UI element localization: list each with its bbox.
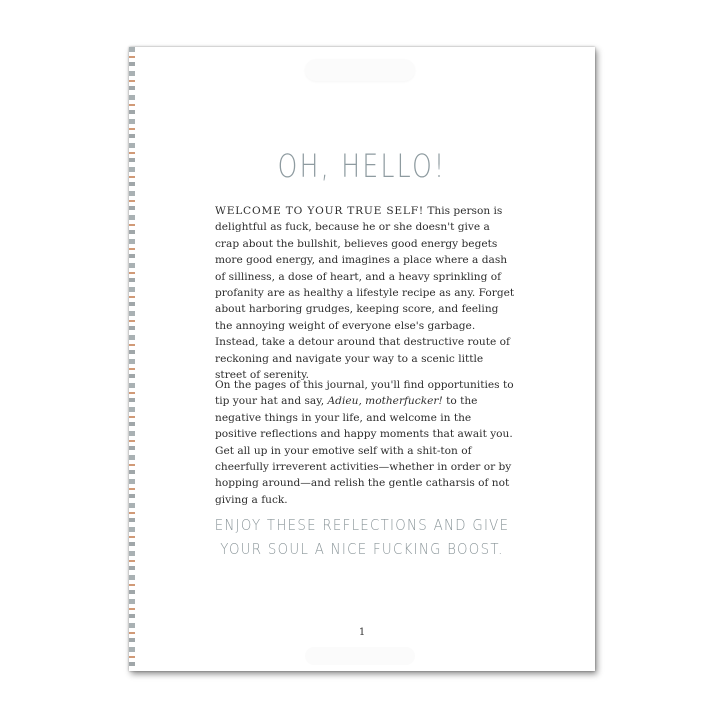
page-number: 1 — [358, 627, 366, 638]
intro-paragraph — [215, 203, 515, 383]
journal-page — [129, 47, 595, 671]
closing-callout — [162, 513, 563, 561]
page-title: OH, HELLO! — [277, 147, 447, 185]
journal-text-before: On the pages of this journal, you'll find opportunities to tip your hat and say, — [215, 379, 514, 408]
closing-line-2: YOUR SOUL A NICE FUCKING BOOST. — [220, 540, 504, 558]
closing-line-1: ENJOY THESE REFLECTIONS AND GIVE — [214, 516, 510, 534]
journal-text-after: to the negative things in your life, and welcome in the positive reflections and happy moments that await you. Get all up in your emotive self with a shit-ton of cheerfully irreverent activities—whether in order or by hopping around—and relish the gentle catharsis of not giving a fuck. — [215, 395, 513, 506]
intro-text: This person is delightful as fuck, because he or she doesn't give a crap about the bullshit, believes good energy begets more good energy, and imagines a place where a dash of silliness, a dose of heart, and a heavy sprinkling of profanity are as healthy a lifestyle recipe as any. Forget about harboring grudges, keeping score, and feeling the annoying weight of everyone else's garbage. Instead, take a detour around that destructive route of reckoning and navigate your way to a scenic little street of serenity. — [215, 205, 515, 382]
spine-edge — [129, 47, 135, 671]
journal-paragraph — [215, 377, 515, 508]
top-tab-decoration — [305, 59, 415, 81]
bottom-tab-decoration — [305, 647, 415, 665]
intro-lead: WELCOME TO YOUR TRUE SELF! — [215, 205, 424, 217]
journal-emphasis: Adieu, motherfucker! — [327, 395, 443, 408]
